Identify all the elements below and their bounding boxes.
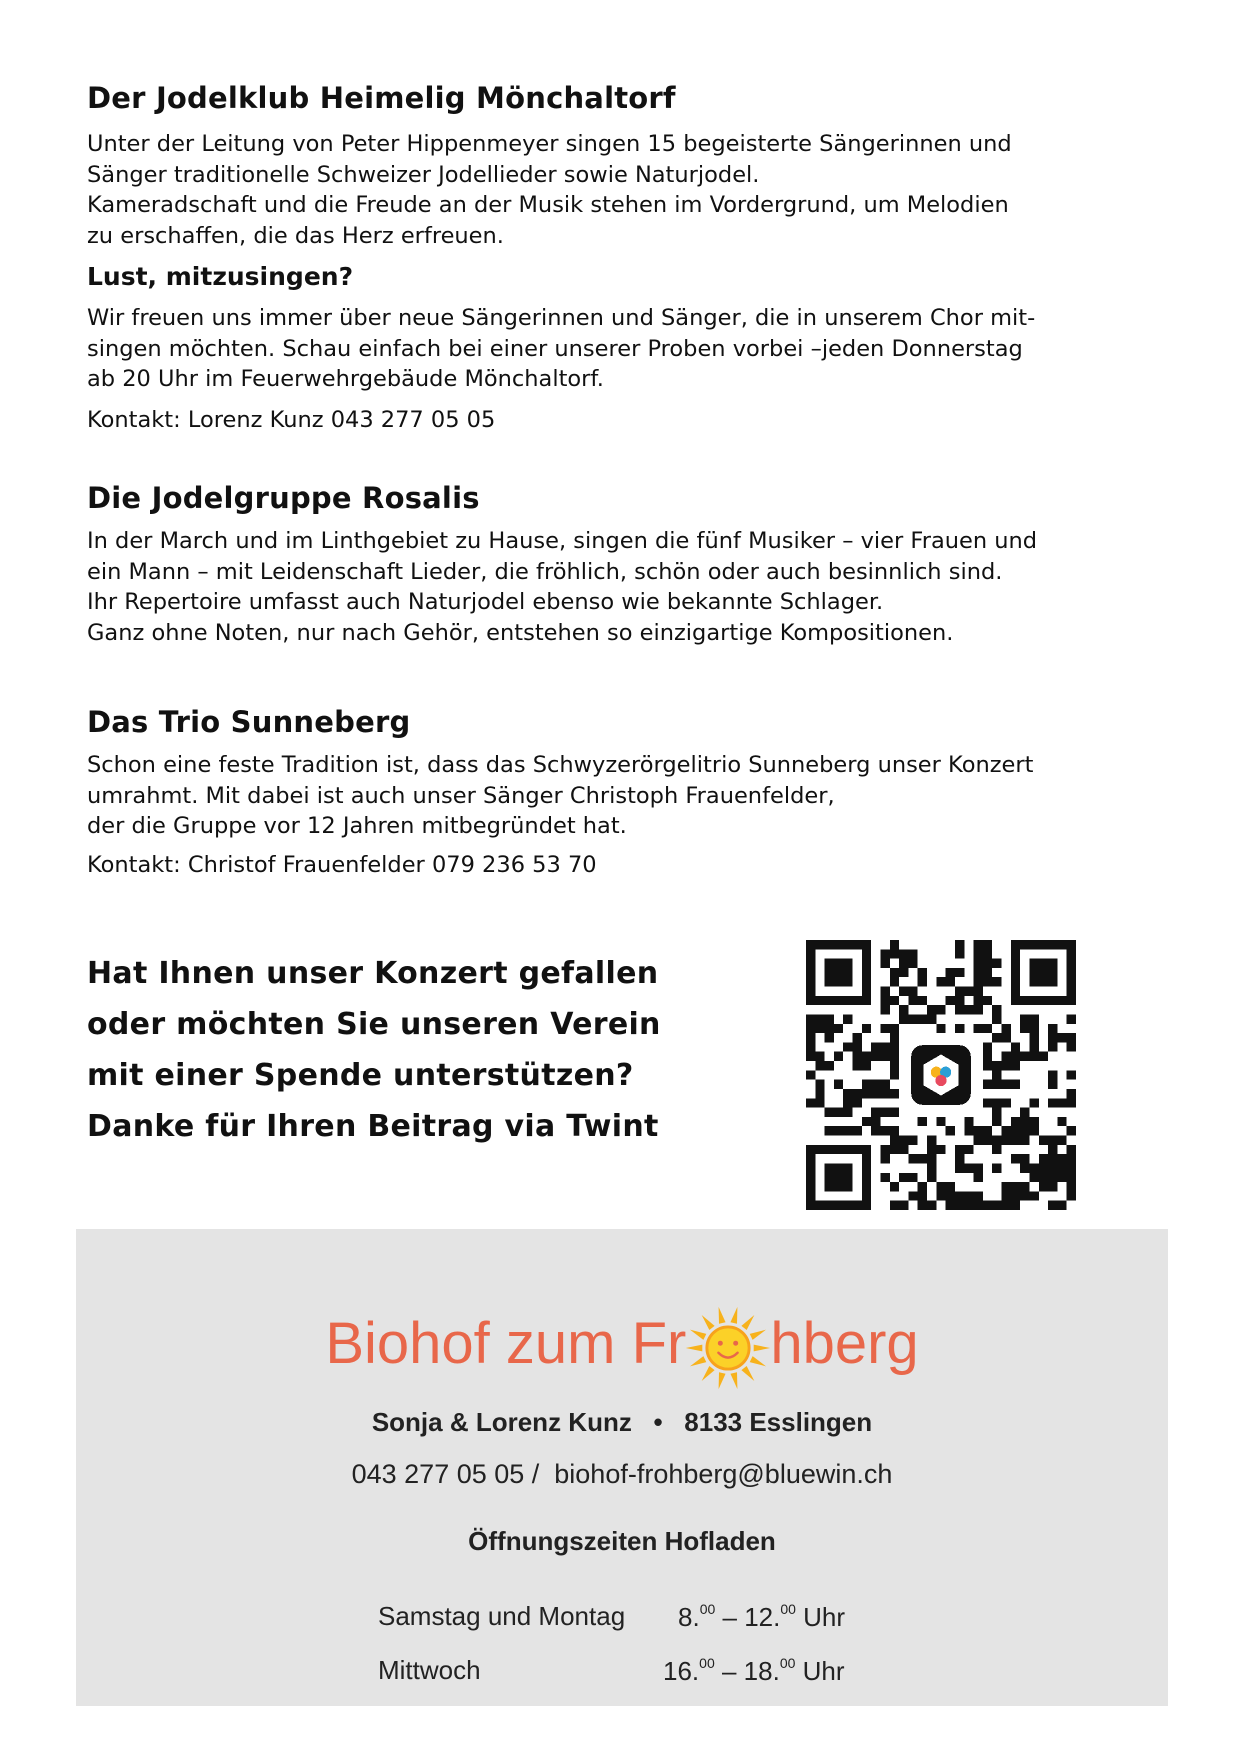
section-paragraph bbox=[87, 750, 1177, 842]
time-to-minute: 00 bbox=[780, 1601, 796, 1617]
text-line: Unter der Leitung von Peter Hippenmeyer singen 15 begeisterte Sängerinnen und bbox=[87, 131, 1012, 157]
section-rosalis bbox=[87, 480, 1177, 648]
text-line: Ihr Repertoire umfasst auch Naturjodel ebenso wie bekannte Schlager. bbox=[87, 589, 884, 615]
logo-text-prefix: Biohof zum Fr bbox=[325, 1311, 687, 1376]
text-line: Ganz ohne Noten, nur nach Gehör, entstehen so einzigartige Kompositionen. bbox=[87, 619, 954, 646]
text-line: singen möchten. Schau einfach bei einer unserer Proben vorbei –jeden Donnerstag bbox=[87, 335, 1023, 362]
address-line: Sonja & Lorenz Kunz • 8133 Esslingen bbox=[371, 1407, 873, 1437]
section-paragraph bbox=[87, 526, 1177, 648]
contact-line: 043 277 05 05 / biohof-frohberg@bluewin.ch bbox=[351, 1459, 893, 1489]
section-jodelklub bbox=[87, 80, 1177, 435]
section-paragraph bbox=[87, 303, 1177, 395]
hours-day: Samstag und Montag bbox=[378, 1601, 626, 1631]
text-line: der die Gruppe vor 12 Jahren mitbegründet hat. bbox=[87, 813, 627, 839]
text-line: In der March und im Linthgebiet zu Hause, singen die fünf Musiker – vier Frauen und bbox=[87, 528, 1038, 554]
time-from-minute: 00 bbox=[699, 1601, 716, 1617]
text-line: umrahmt. Mit dabei ist auch unser Sänger Christoph Frauenfelder, bbox=[87, 782, 835, 809]
sun-icon bbox=[680, 1300, 776, 1396]
donation-line: Hat Ihnen unser Konzert gefallen bbox=[87, 956, 659, 991]
section-title: Die Jodelgruppe Rosalis bbox=[87, 481, 480, 515]
time-separator: – bbox=[715, 1602, 745, 1632]
hours-title: Öffnungszeiten Hofladen bbox=[468, 1526, 776, 1556]
text-line: Kameradschaft und die Freude an der Musik stehen im Vordergrund, um Melodien bbox=[87, 192, 1009, 218]
hours-time bbox=[663, 1655, 845, 1687]
time-unit: Uhr bbox=[795, 1602, 846, 1632]
time-to-minute: 00 bbox=[779, 1655, 796, 1671]
donation-line: oder möchten Sie unseren Verein bbox=[87, 1007, 661, 1042]
text-line: ein Mann – mit Leidenschaft Lieder, die fröhlich, schön oder auch besinnlich sind. bbox=[87, 558, 1003, 585]
time-separator: – bbox=[714, 1656, 744, 1686]
footer-box bbox=[76, 1229, 1168, 1706]
section-title: Der Jodelklub Heimelig Mönchaltorf bbox=[87, 81, 676, 115]
donation-text bbox=[87, 948, 767, 1152]
biohof-logo bbox=[76, 1289, 1168, 1399]
section-trio-sunneberg bbox=[87, 704, 1177, 880]
section-contact: Kontakt: Lorenz Kunz 043 277 05 05 bbox=[87, 406, 496, 433]
text-line: Schon eine feste Tradition ist, dass das Schwyzerörgelitrio Sunneberg unser Konzert bbox=[87, 752, 1034, 778]
section-subtitle: Lust, mitzusingen? bbox=[87, 262, 354, 291]
section-paragraph bbox=[87, 129, 1177, 251]
section-contact: Kontakt: Christof Frauenfelder 079 236 53 70 bbox=[87, 851, 597, 878]
donation-line: mit einer Spende unterstützen? bbox=[87, 1058, 634, 1093]
time-unit: Uhr bbox=[795, 1656, 845, 1686]
time-from-minute: 00 bbox=[699, 1655, 715, 1671]
text-line: zu erschaffen, die das Herz erfreuen. bbox=[87, 222, 504, 249]
time-to-hour: 18. bbox=[743, 1656, 780, 1686]
time-to-hour: 12. bbox=[744, 1602, 781, 1632]
text-line: ab 20 Uhr im Feuerwehrgebäude Mönchaltorf. bbox=[87, 366, 604, 392]
time-from-hour: 16. bbox=[663, 1656, 700, 1686]
hours-time bbox=[678, 1601, 845, 1633]
text-line: Wir freuen uns immer über neue Sängerinnen und Sänger, die in unserem Chor mit- bbox=[87, 305, 1036, 331]
donation-line: Danke für Ihren Beitrag via Twint bbox=[87, 1109, 659, 1144]
section-title: Das Trio Sunneberg bbox=[87, 705, 411, 739]
twint-qr-code-icon[interactable] bbox=[806, 940, 1076, 1210]
time-from-hour: 8. bbox=[678, 1602, 700, 1632]
text-line: Sänger traditionelle Schweizer Jodellieder sowie Naturjodel. bbox=[87, 161, 760, 188]
hours-day: Mittwoch bbox=[378, 1655, 481, 1685]
logo-text-suffix: hberg bbox=[770, 1311, 919, 1376]
